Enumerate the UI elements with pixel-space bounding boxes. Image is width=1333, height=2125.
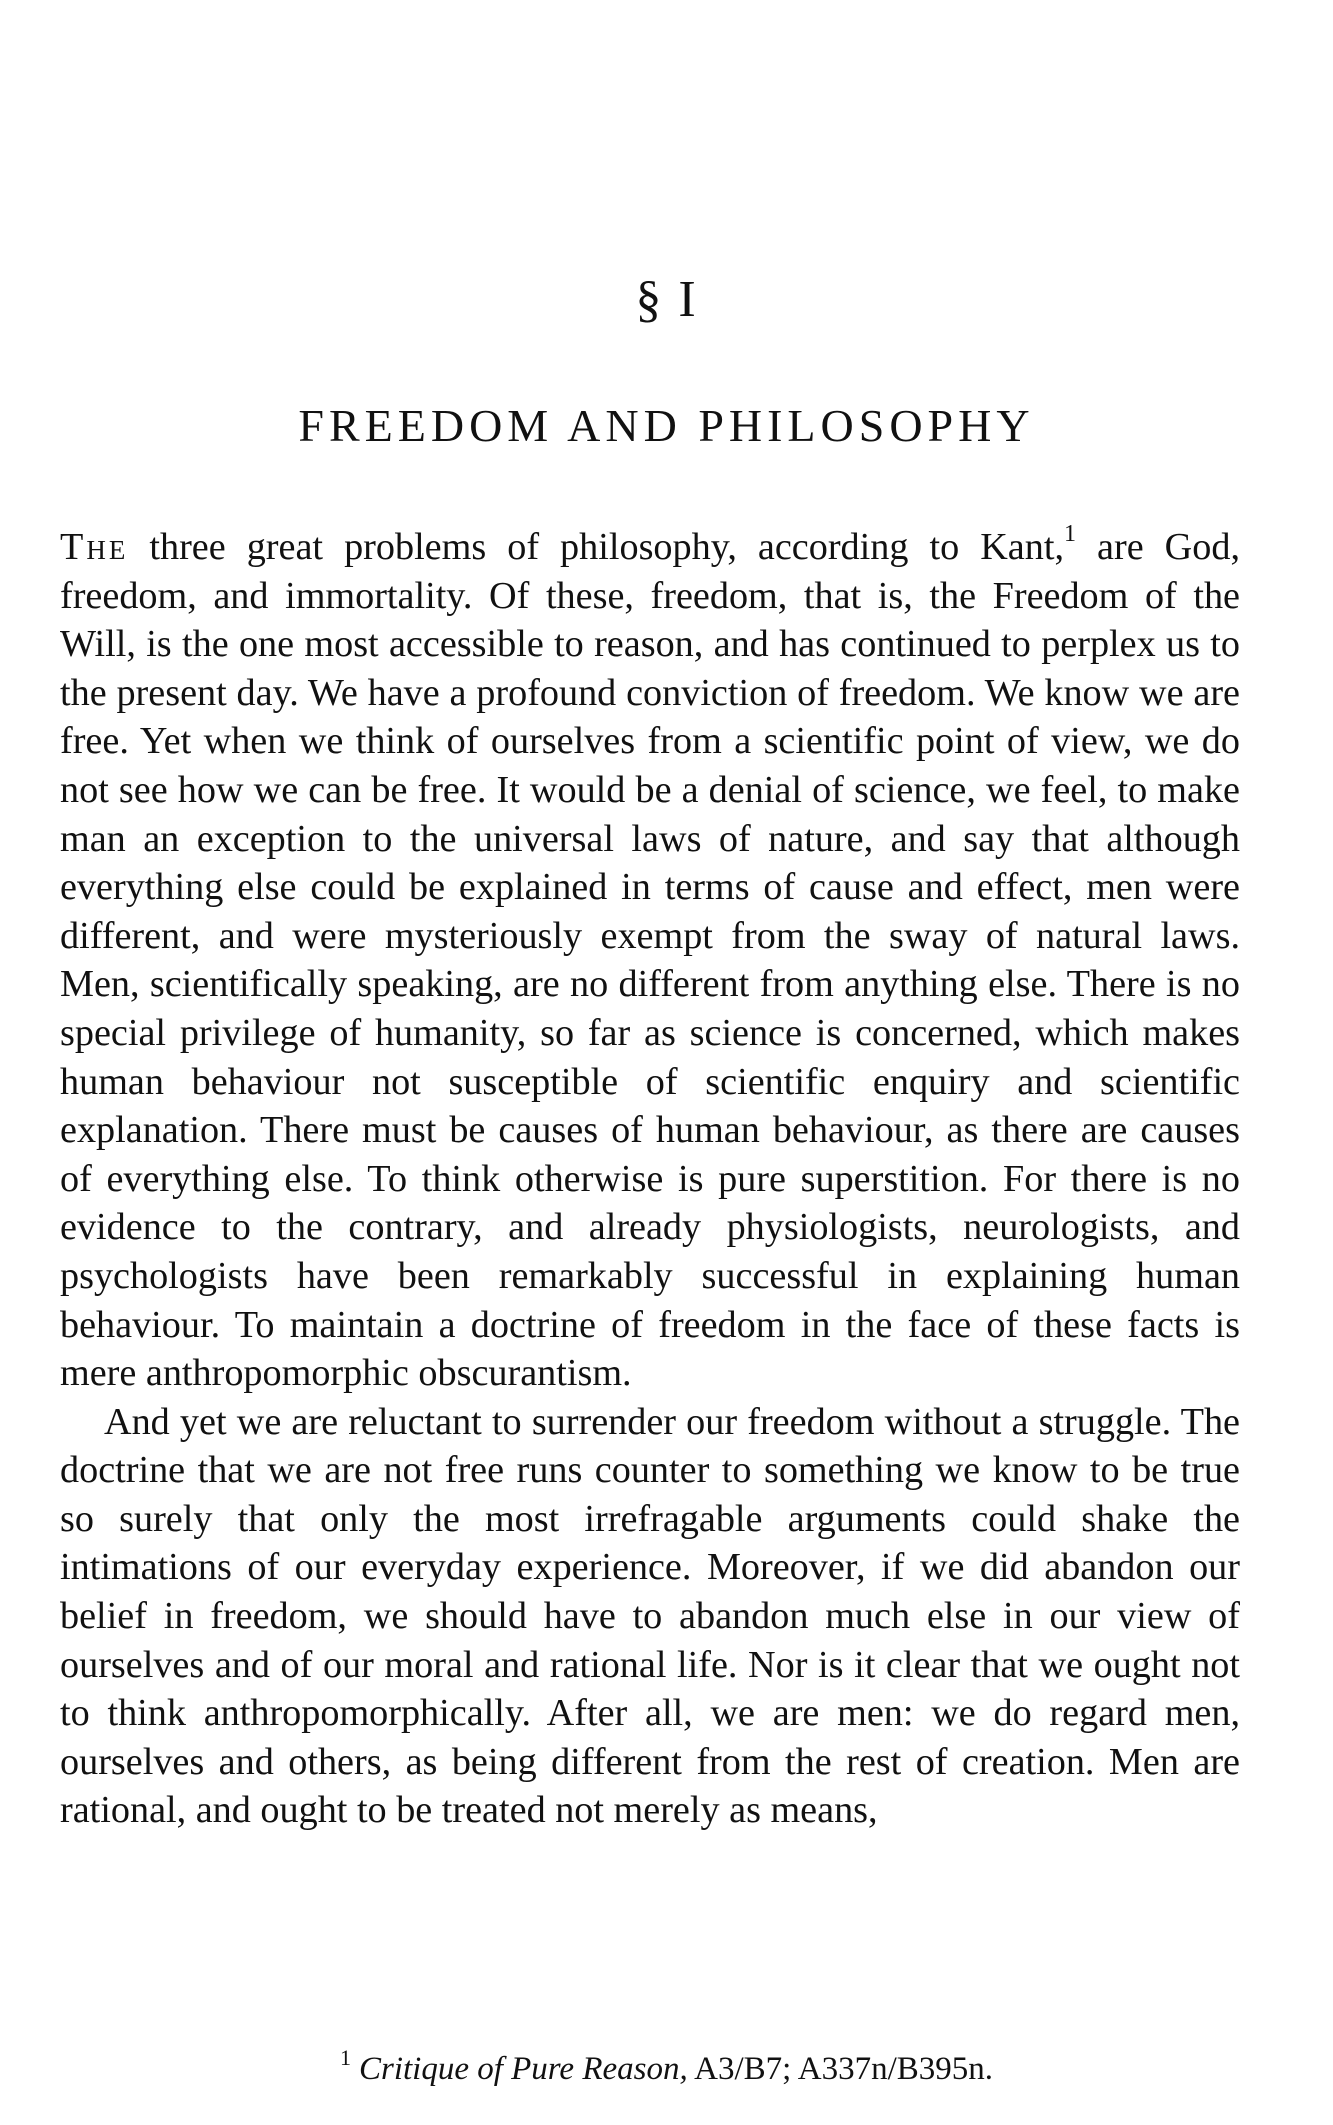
footnote-reference-text: A3/B7; A337n/B395n. (687, 2051, 994, 2087)
paragraph-1 (60, 523, 1240, 1398)
paragraph-2: And yet we are reluctant to surrender our freedom without a struggle. The doctrine that we are not free runs counter to something we know to be true so surely that only the most irrefragable arguments could shake the intimations of our everyday experience. Moreover, if we did abandon our belief in freedom, we should have to abandon much else in our view of ourselves and of our moral and rational life. Nor is it clear that we ought not to think anthropomorphically. After all, we are men: we do regard men, ourselves and others, as being different from the rest of creation. Men are rational, and ought to be treated not merely as means, (60, 1400, 1240, 1832)
footnote (0, 2045, 1333, 2093)
paragraph-1-text-a: three great problems of philosophy, according to Kant, (128, 526, 1064, 568)
footnote-reference: 1 (1064, 521, 1076, 548)
paragraph-1-text-b: are God, freedom, and immortality. Of these, freedom, that is, the Freedom of the Will, is the one most accessible to reason, and has continued to perplex us to the present day. We have a profound conviction of freedom. We know we are free. Yet when we think of ourselves from a scientific point of view, we do not see how we can be free. It would be a denial of science, we feel, to make man an exception to the universal laws of nature, and say that although everything else could be explained in terms of cause and effect, men were different, and were mysteriously exempt from the sway of natural laws. Men, scientifically speaking, are no different from anything else. There is no special privilege of humanity, so far as science is concerned, which makes human behaviour not susceptible of scientific enquiry and scientific explanation. There must be causes of human behaviour, as there are causes of everything else. To think otherwise is pure superstition. For there is no evidence to the contrary, and already physiologists, neurologists, and psychologists have been remarkably successful in explaining human behaviour. To maintain a doctrine of freedom in the face of these facts is mere anthropomorphic obscurantism. (60, 526, 1240, 1395)
body-text (60, 523, 1240, 1835)
section-number: § I (635, 271, 698, 328)
footnote-title: Critique of Pure Reason, (358, 2051, 688, 2087)
footnote-mark: 1 (339, 2045, 351, 2070)
drop-lead-word: The (60, 526, 129, 568)
chapter-title: FREEDOM AND PHILOSOPHY (298, 400, 1035, 451)
